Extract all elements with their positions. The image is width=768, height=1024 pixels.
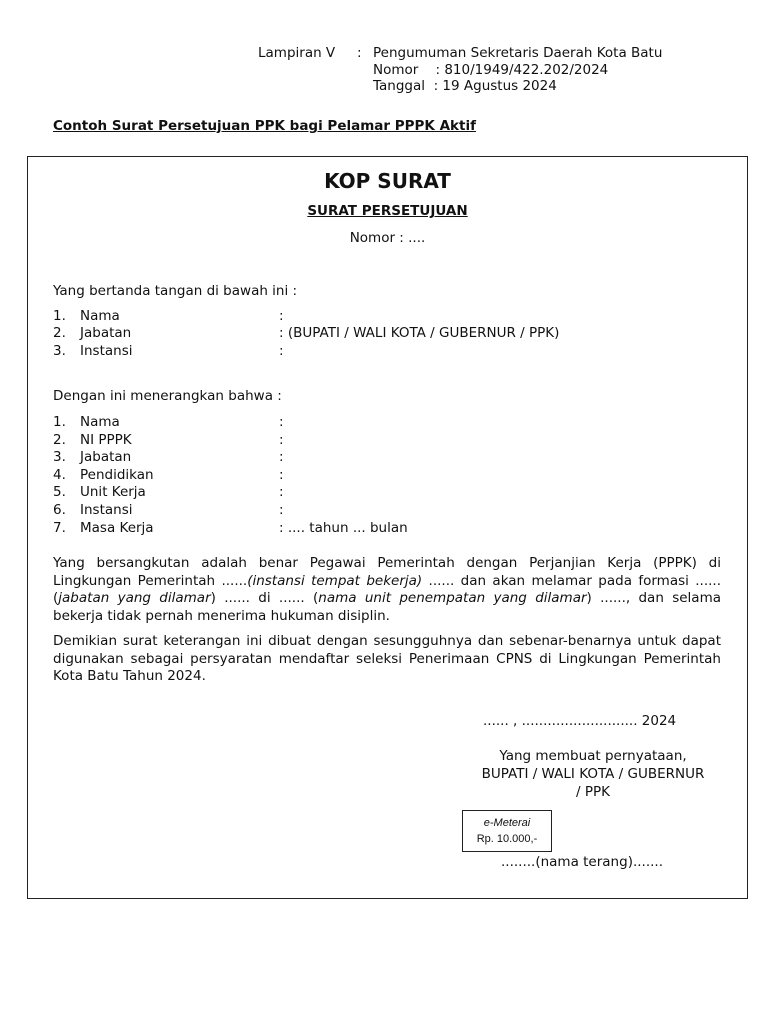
field-number: 2. [53,432,66,448]
field-value: : (BUPATI / WALI KOTA / GUBERNUR / PPK) [279,325,560,341]
field-label: Nama [80,414,120,430]
signer-intro: Yang bertanda tangan di bawah ini : [53,283,298,299]
field-value: : [279,484,284,500]
e-meterai-amount: Rp. 10.000,- [476,833,538,845]
lampiran-line-1: Pengumuman Sekretaris Daerah Kota Batu [373,45,663,61]
statement-italic-1: (instansi tempat bekerja) [247,572,423,589]
field-value: : [279,502,284,518]
field-value: : [279,449,284,465]
signer-title-line-3: / PPK [576,784,610,800]
field-label: Nama [80,308,120,324]
field-value: : [279,308,284,324]
date-line: ...... , ........................... 2024 [483,713,677,729]
letter-frame [27,156,748,899]
field-number: 1. [53,308,66,324]
lampiran-line-3: Tanggal : 19 Agustus 2024 [373,78,557,94]
statement-text-3: ) ...... di ...... ( [210,590,319,606]
statement-text-1: Yang bersangkutan adalah benar Pegawai Pemerintah dengan Perjanjian Kerja (PPPK) di Lingkungan Pemerintah ...... [53,555,721,589]
statement-paragraph [53,555,721,625]
e-meterai-label: e-Meterai [483,817,531,829]
signer-title-line-1: Yang membuat pernyataan, [499,748,687,764]
field-label: Jabatan [80,325,132,341]
field-number: 4. [53,467,66,483]
lampiran-colon: : [357,45,362,61]
statement-italic-2: jabatan yang dilamar [58,590,211,606]
field-label: Instansi [80,502,133,518]
letter-number: Nomor : .... [349,230,426,246]
field-number: 3. [53,343,66,359]
signer-name-line: ........(nama terang)....... [501,854,663,870]
field-number: 6. [53,502,66,518]
field-value: : [279,343,284,359]
statement-italic-3: nama unit penempatan yang dilamar [318,590,587,606]
lampiran-label: Lampiran V [258,45,336,61]
field-number: 7. [53,520,66,536]
signer-title-line-2: BUPATI / WALI KOTA / GUBERNUR [481,766,705,782]
document-heading: Contoh Surat Persetujuan PPK bagi Pelamar PPPK Aktif [53,118,476,134]
closing-paragraph: Demikian surat keterangan ini dibuat dengan sesungguhnya dan sebenar-benarnya untuk dapat digunakan sebagai persyaratan mendaftar seleksi Penerimaan CPNS di Lingkungan Pemerintah Kota Batu Tahun 2024. [53,633,721,684]
letter-title: SURAT PERSETUJUAN [307,203,468,219]
field-number: 1. [53,414,66,430]
field-value: : [279,432,284,448]
field-value: : .... tahun ... bulan [279,520,408,536]
kop-surat: KOP SURAT [324,169,451,193]
lampiran-line-2: Nomor : 810/1949/422.202/2024 [373,62,609,78]
statement-text-2: ...... dan akan melamar pada formasi ...... ( [53,572,721,606]
field-value: : [279,467,284,483]
field-value: : [279,414,284,430]
field-number: 5. [53,484,66,500]
field-label: NI PPPK [80,432,132,448]
field-number: 3. [53,449,66,465]
field-label: Pendidikan [80,467,154,483]
field-label: Masa Kerja [80,520,154,536]
field-number: 2. [53,325,66,341]
field-label: Unit Kerja [80,484,146,500]
statement-text-4: ) ......, dan selama bekerja tidak pernah menerima hukuman disiplin. [53,590,721,624]
e-meterai-stamp [462,810,552,852]
subject-intro: Dengan ini menerangkan bahwa : [53,388,282,404]
field-label: Instansi [80,343,133,359]
field-label: Jabatan [80,449,132,465]
